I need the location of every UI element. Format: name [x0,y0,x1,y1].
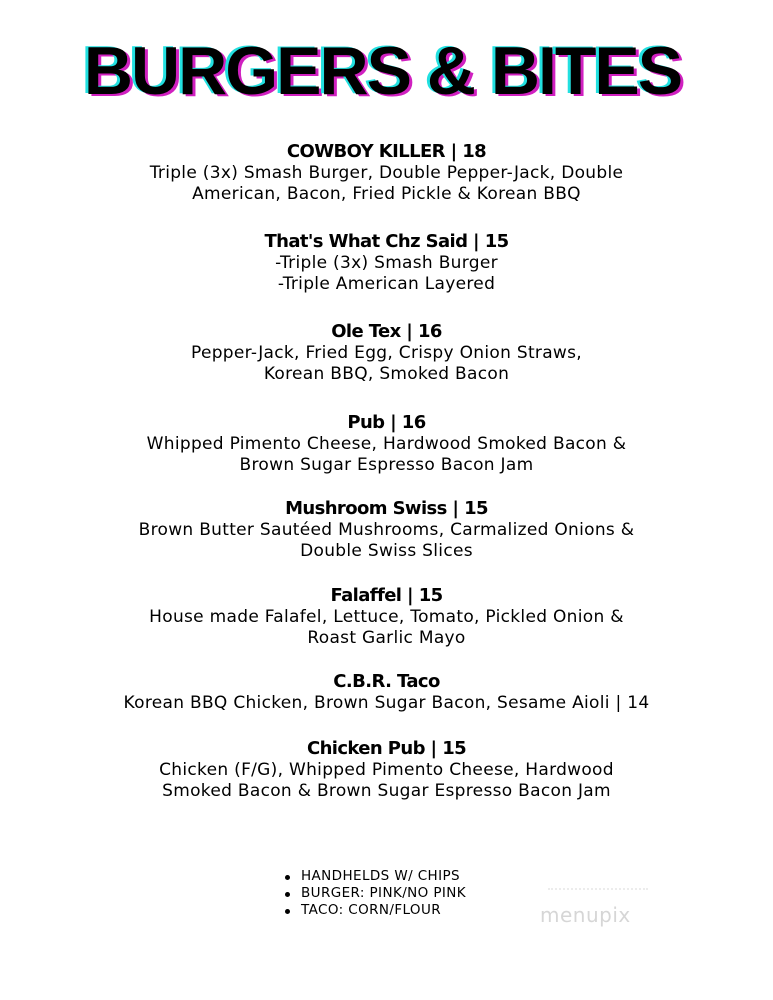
item-name: C.B.R. Taco [333,671,440,692]
item-description: Korean BBQ Chicken, Brown Sugar Bacon, Sesame Aioli | 14 [123,693,650,713]
item-name: Chicken Pub | 15 [306,738,467,759]
bullet-icon [285,875,290,880]
menu-item [0,231,773,295]
item-description: Whipped Pimento Cheese, Hardwood Smoked Bacon & Brown Sugar Espresso Bacon Jam [146,434,627,475]
page-title: BURGERS & BITES [83,33,682,109]
note-text: BURGER: PINK/NO PINK [301,885,467,901]
note-item [284,885,466,902]
menu-item [0,498,773,562]
item-name: Ole Tex | 16 [331,321,442,342]
notes-list [284,868,466,919]
menu-item [0,738,773,802]
item-name: COWBOY KILLER | 18 [286,141,487,162]
menu-item [0,412,773,476]
note-text: TACO: CORN/FLOUR [301,902,442,918]
item-description: Brown Butter Sautéed Mushrooms, Carmalized Onions & Double Swiss Slices [138,520,635,561]
item-description: Triple (3x) Smash Burger, Double Pepper-Jack, Double American, Bacon, Fried Pickle & Korean BBQ [149,163,624,204]
note-item [284,902,466,919]
watermark: menupix [540,903,631,927]
item-name: That's What Chz Said | 15 [264,231,509,252]
menu-item [0,321,773,385]
item-description: Chicken (F/G), Whipped Pimento Cheese, Hardwood Smoked Bacon & Brown Sugar Espresso Bacon Jam [159,760,614,801]
note-item [284,868,466,885]
item-description: Pepper-Jack, Fried Egg, Crispy Onion Straws, Korean BBQ, Smoked Bacon [191,343,582,384]
item-name: Mushroom Swiss | 15 [285,498,488,519]
menu-item [0,671,773,714]
watermark-decoration [548,888,648,894]
item-name: Pub | 16 [347,412,426,433]
item-description: -Triple (3x) Smash Burger -Triple American Layered [275,253,498,294]
bullet-icon [285,909,290,914]
menu-item [0,141,773,205]
bullet-icon [285,892,290,897]
note-text: HANDHELDS W/ CHIPS [301,868,460,884]
item-name: Falaffel | 15 [330,585,443,606]
item-description: House made Falafel, Lettuce, Tomato, Pickled Onion & Roast Garlic Mayo [149,607,624,648]
menu-item [0,585,773,649]
